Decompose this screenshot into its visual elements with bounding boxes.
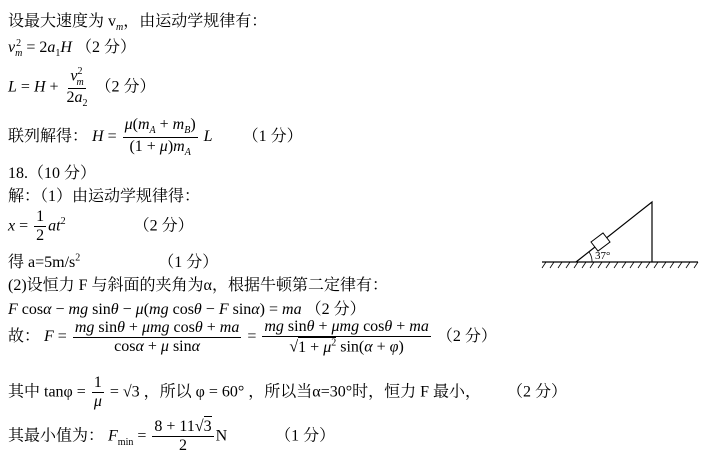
equation-newton: F cosα − mg sinθ − μ(mg cosθ − F sinα) = ma （2 分） xyxy=(8,301,366,318)
text: 得 a=5m/s xyxy=(8,254,76,271)
text: 其中 tanφ = xyxy=(8,383,86,401)
fraction: $\frac{v^2_m}{2a_2}$ xyxy=(66,66,88,110)
score: （2 分） xyxy=(507,383,568,401)
fraction: $\frac{\text{mg sinθ + μmg cosθ + ma}}{√1 + \mu^2 \sin(\alpha + \varphi)}$ xyxy=(264,318,429,356)
fraction: $\frac{\text{mg sinθ + μmg cosθ + ma}}{\text{cosα + μ sinα}}$ xyxy=(74,318,240,356)
text-line-1 xyxy=(8,8,267,33)
angle-arc xyxy=(589,252,592,262)
equation-tanphi xyxy=(8,374,567,412)
equation-x: x = $\frac{1}{2}$ $at^2$ （2 分） xyxy=(8,208,194,245)
score: （2 分） xyxy=(133,217,194,235)
unit: N xyxy=(215,427,228,445)
superscript: 2 xyxy=(75,252,81,264)
fraction: $\frac{1}{2}$ xyxy=(36,208,45,245)
score: （1 分） xyxy=(275,427,336,445)
equation-L: L = H + $\frac{v^2_m}{2a_2}$ （2 分） xyxy=(8,66,156,110)
label: 其最小值为： xyxy=(8,427,105,445)
score: （1 分） xyxy=(242,127,303,145)
equation-vm2: $v^2_m = 2a_1H$ （2 分） xyxy=(8,37,136,60)
text: = √3 ，所以 φ = 60° ，所以当α=30°时，恒力 F 最小， xyxy=(109,383,482,401)
label: 故： xyxy=(8,328,41,346)
text-line-9: (2)设恒力 F 与斜面的夹角为α，根据牛顿第二定律有： xyxy=(8,277,388,294)
score: （1 分） xyxy=(158,254,219,271)
incline-diagram xyxy=(540,190,700,270)
text-line-6: 解：（1）由运动学规律得： xyxy=(8,188,201,205)
score: （2 分） xyxy=(436,328,497,346)
label: 联列解得： xyxy=(8,127,89,145)
problem-number: 18.（10 分） xyxy=(8,165,97,182)
score: （2 分） xyxy=(95,78,156,96)
text-line-8 xyxy=(8,249,218,272)
ground-hatch xyxy=(542,262,698,268)
fraction: $\frac{1}{\mu}$ xyxy=(93,374,102,411)
score: （2 分） xyxy=(305,301,366,318)
fraction: $\frac{8 + 11√3}{2}$ xyxy=(154,418,212,455)
incline xyxy=(576,202,652,262)
equation-H: 联列解得： H = $\frac{\mu(m_A + m_B)}{(1 + \mu)m_A}$ L （1 分） xyxy=(8,116,303,158)
equation-Fmin: 其最小值为： $F_{min}$ = $\frac{8 + 11√3}{2}$ N （1 分） xyxy=(8,418,336,455)
text: ，由运动学规律有： xyxy=(123,13,268,30)
fraction: $\frac{\mu(m_A + m_B)}{(1 + \mu)m_A}$ xyxy=(124,116,196,158)
angle-label: 37° xyxy=(595,250,611,262)
score: （2 分） xyxy=(75,39,136,56)
text: 设最大速度为 v xyxy=(8,13,117,30)
subscript: m xyxy=(116,22,124,34)
equation-F: 故： F = $\frac{\text{mg sinθ + μmg cosθ + ma}}{\text{cosα + μ sinα}}$ = $\frac{\text{mg sinθ + μmg cosθ + ma}}{√1 + \mu^2 \sin(\alpha + \varphi)}$ （2 分） xyxy=(8,318,497,356)
